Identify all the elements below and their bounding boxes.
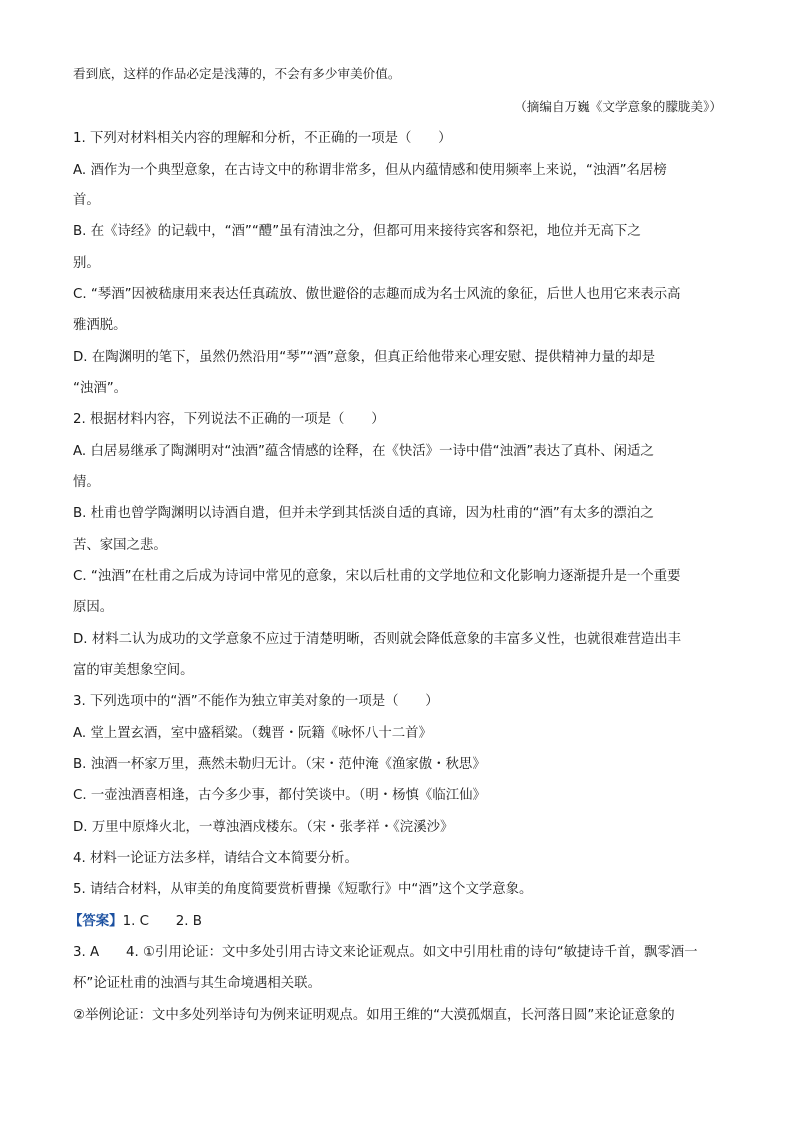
q1-option-d: D. 在陶渊明的笔下，虽然仍然沿用“琴”“酒”意象，但真正给他带来心理安慰、提供精神力量的却是: [73, 350, 656, 365]
passage-end: 看到底，这样的作品必定是浅薄的，不会有多少审美价值。: [73, 66, 401, 81]
question-2-stem: 2. 根据材料内容，下列说法不正确的一项是（ ）: [73, 412, 385, 427]
answer-line-1: [69, 913, 719, 931]
q1-option-b: B. 在《诗经》的记载中，“酒”“醴”虽有清浊之分，但都可用来接待宾客和祭祀，地位并无高下之: [73, 224, 641, 239]
q2-option-b-cont: 苦、家国之悲。: [73, 538, 167, 553]
q3-option-d: D. 万里中原烽火北，一尊浊酒戍楼东。（宋・张孝祥・《浣溪沙》: [73, 820, 454, 835]
answer-label: 【答案】: [69, 914, 123, 929]
q2-option-d-cont: 富的审美想象空间。: [73, 663, 194, 678]
q3-option-b: B. 浊酒一杯家万里，燕然未勒归无计。（宋・范仲淹《渔家傲・秋思》: [73, 757, 486, 772]
question-1-stem: 1. 下列对材料相关内容的理解和分析，不正确的一项是（ ）: [73, 131, 452, 146]
q2-option-b: B. 杜甫也曾学陶渊明以诗酒自遣，但并未学到其恬淡自适的真谛，因为杜甫的“酒”有太多的漂泊之: [73, 506, 654, 521]
q1-option-c-cont: 雅洒脱。: [73, 318, 127, 333]
answer-line-2: 3. A 4. ①引用论证：文中多处引用古诗文来论证观点。如文中引用杜甫的诗句“敏捷诗千首，飘零酒一: [73, 945, 698, 960]
q1-option-b-cont: 别。: [73, 256, 100, 271]
q1-option-a: A. 酒作为一个典型意象，在古诗文中的称谓非常多，但从内蕴情感和使用频率上来说，“浊酒”名居榜: [73, 163, 667, 178]
q1-option-a-cont: 首。: [73, 193, 100, 208]
q1-option-c: C. “琴酒”因被嵇康用来表达任真疏放、傲世避俗的志趣而成为名士风流的象征，后世人也用它来表示高: [73, 287, 681, 302]
question-4-stem: 4. 材料一论证方法多样，请结合文本简要分析。: [73, 851, 358, 866]
answer-1-2: 1. C 2. B: [122, 914, 202, 929]
question-3-stem: 3. 下列选项中的“酒”不能作为独立审美对象的一项是（ ）: [73, 694, 439, 709]
q1-option-d-cont: “浊酒”。: [73, 381, 128, 396]
q2-option-a-cont: 情。: [73, 475, 100, 490]
source-citation: （摘编自万巍《文学意象的朦胧美》）: [514, 99, 722, 114]
q3-option-c: C. 一壶浊酒喜相逢，古今多少事，都付笑谈中。（明・杨慎《临江仙》: [73, 788, 486, 803]
question-5-stem: 5. 请结合材料，从审美的角度简要赏析曹操《短歌行》中“酒”这个文学意象。: [73, 882, 533, 897]
answer-line-3: 杯”论证杜甫的浊酒与其生命境遇相关联。: [73, 976, 321, 991]
q2-option-c-cont: 原因。: [73, 600, 114, 615]
q2-option-d: D. 材料二认为成功的文学意象不应过于清楚明晰，否则就会降低意象的丰富多义性，也就很难营造出丰: [73, 632, 682, 647]
answer-line-4: ②举例论证：文中多处列举诗句为例来证明观点。如用王维的“大漠孤烟直，长河落日圆”来论证意象的: [73, 1008, 675, 1023]
q2-option-c: C. “浊酒”在杜甫之后成为诗词中常见的意象，宋以后杜甫的文学地位和文化影响力逐渐提升是一个重要: [73, 569, 681, 584]
q2-option-a: A. 白居易继承了陶渊明对“浊酒”蕴含情感的诠释，在《快活》一诗中借“浊酒”表达了真朴、闲适之: [73, 444, 654, 459]
q3-option-a: A. 堂上置玄酒，室中盛稻粱。（魏晋・阮籍《咏怀八十二首》: [73, 726, 432, 741]
